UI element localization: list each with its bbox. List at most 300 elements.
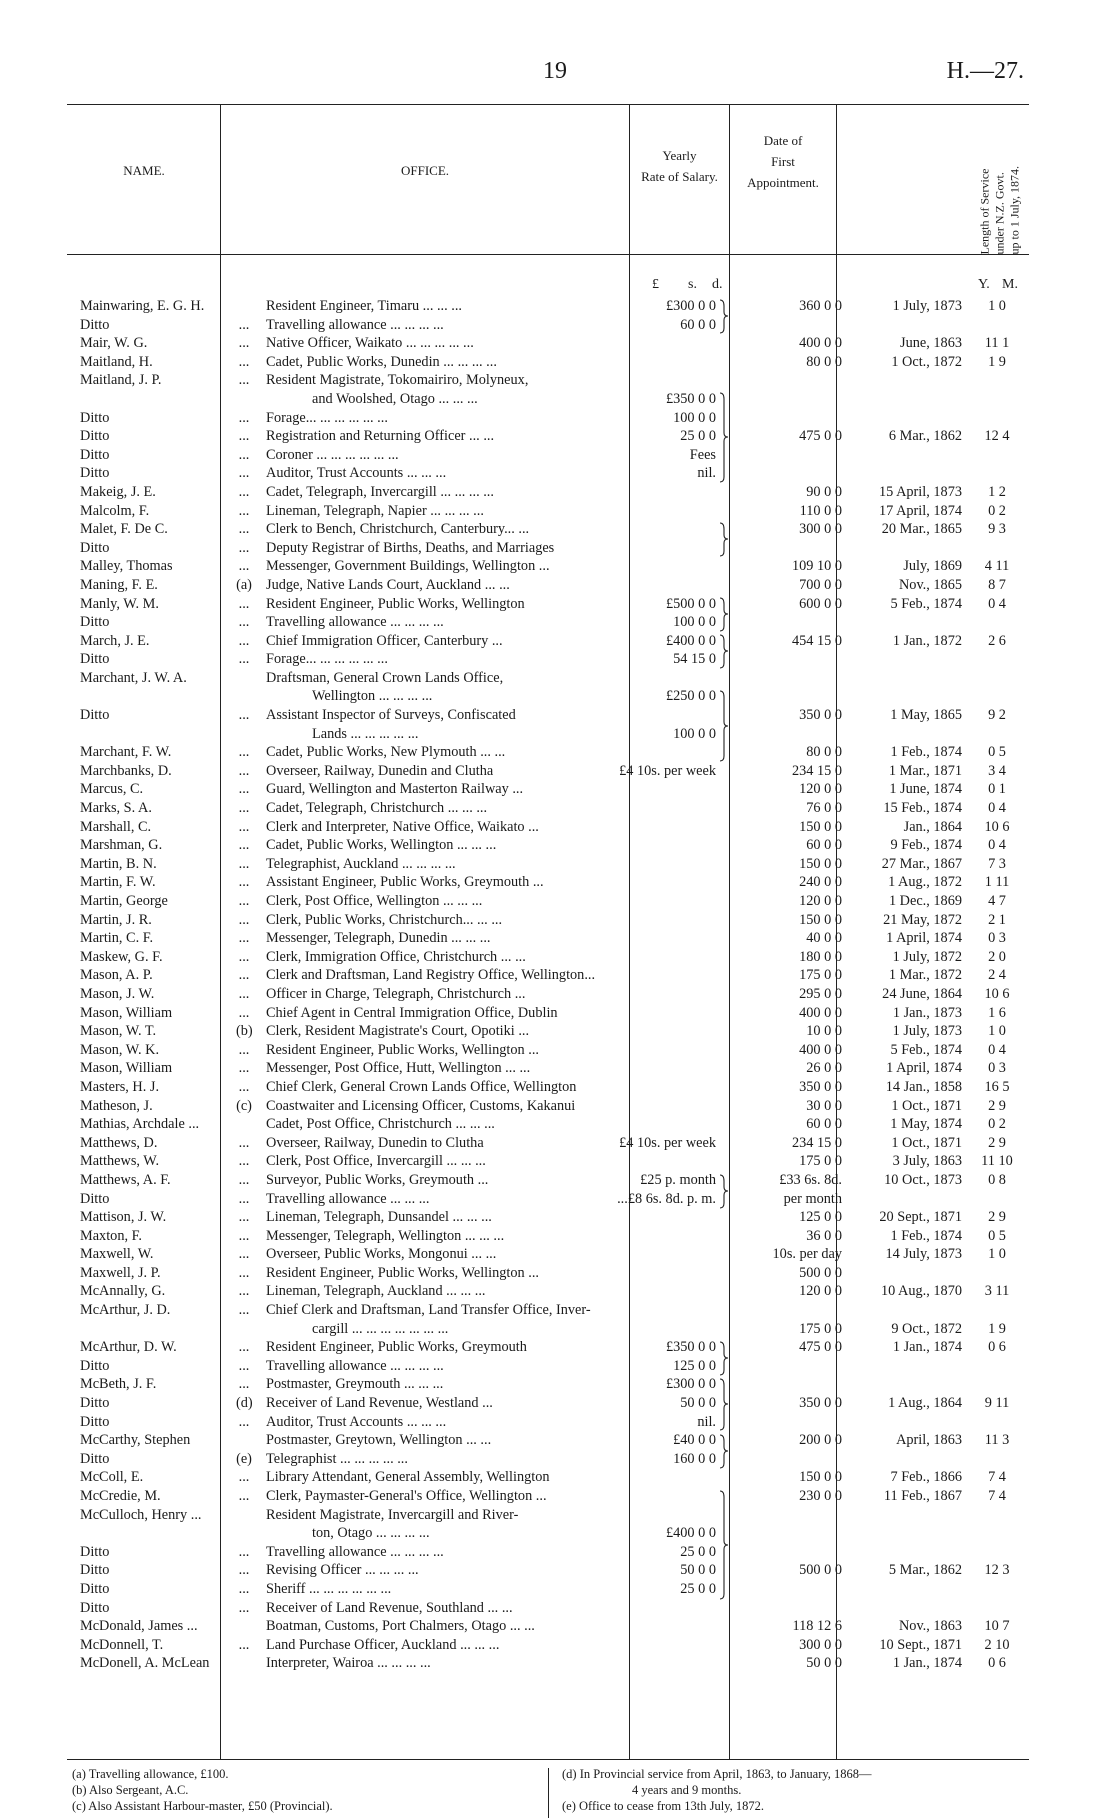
office-title: Assistant Inspector of Surveys, Confiscated: [266, 707, 516, 724]
office-title: Guard, Wellington and Masterton Railway ...: [266, 781, 524, 798]
employee-name: Mason, A. P.: [80, 967, 153, 984]
yearly-salary: 454 15 0: [791, 632, 842, 649]
office-amount: £40 0 0: [673, 1432, 716, 1449]
office-title: Travelling allowance ... ... ... ...: [266, 1357, 444, 1374]
table-row: [0, 892, 1114, 911]
office-title: Deputy Registrar of Births, Deaths, and Marriages: [266, 539, 555, 556]
office-title: Cadet, Public Works, Dunedin ... ... ... ...: [266, 353, 497, 370]
yearly-salary: 150 0 0: [799, 818, 842, 835]
leader-dots: ...: [238, 1357, 250, 1374]
footnote-marker: (c): [236, 1097, 252, 1114]
footnote-a: (a) Travelling allowance, £100.: [72, 1767, 229, 1781]
length-of-service: 2 9: [988, 1209, 1006, 1226]
appointment-date: 1 Mar., 1872: [888, 967, 962, 984]
office-title: Receiver of Land Revenue, Westland ...: [266, 1395, 493, 1412]
leader-dots: ...: [238, 651, 250, 668]
office-amount: 25 0 0: [680, 1580, 716, 1597]
office-title: Travelling allowance ... ... ... ...: [266, 1543, 444, 1560]
appointment-date: 1 Jan., 1874: [892, 1339, 962, 1356]
employee-name: Masters, H. J.: [80, 1078, 160, 1095]
office-title: Cadet, Public Works, Wellington ... ... ...: [266, 837, 497, 854]
yearly-salary: 295 0 0: [799, 985, 842, 1002]
office-title: Resident Magistrate, Tokomairiro, Molyneux,: [266, 372, 529, 389]
yearly-salary: 175 0 0: [799, 1320, 842, 1337]
table-row: [0, 557, 1114, 576]
leader-dots: ...: [238, 372, 250, 389]
table-row: [0, 1208, 1114, 1227]
length-of-service: 12 4: [984, 428, 1010, 445]
length-of-service: 1 11: [984, 874, 1010, 891]
appointment-date: 21 May, 1872: [883, 911, 962, 928]
employee-name: Ditto: [80, 614, 110, 631]
table-row: [0, 1468, 1114, 1487]
employee-name: Maxwell, J. P.: [80, 1264, 161, 1281]
yearly-salary: 475 0 0: [799, 428, 842, 445]
employee-name: Ditto: [80, 651, 110, 668]
length-of-service: 2 9: [988, 1134, 1006, 1151]
office-title: Chief Clerk and Draftsman, Land Transfer Office, Inver-: [266, 1302, 591, 1319]
footnote-b: (b) Also Sergeant, A.C.: [72, 1783, 189, 1797]
office-title: Chief Immigration Officer, Canterbury ...: [266, 632, 503, 649]
length-of-service: 0 8: [988, 1171, 1006, 1188]
leader-dots: ...: [238, 483, 250, 500]
length-of-service: 3 4: [988, 762, 1006, 779]
office-amount: 160 0 0: [673, 1450, 716, 1467]
employee-name: Mathias, Archdale ...: [80, 1116, 200, 1133]
footnote-marker: (e): [236, 1450, 252, 1467]
office-title: Interpreter, Wairoa ... ... ... ...: [266, 1655, 431, 1672]
employee-name: Marks, S. A.: [80, 800, 152, 817]
employee-name: Mason, William: [80, 1060, 173, 1077]
table-row: [0, 1190, 1114, 1209]
yearly-salary: 150 0 0: [799, 855, 842, 872]
office-title: Resident Magistrate, Invercargill and River-: [266, 1506, 519, 1523]
office-title: Revising Officer ... ... ... ...: [266, 1562, 419, 1579]
length-of-service: 2 10: [984, 1636, 1010, 1653]
yearly-salary: 400 0 0: [799, 335, 842, 352]
leader-dots: ...: [238, 948, 250, 965]
length-of-service: 1 0: [988, 298, 1006, 314]
office-title: Auditor, Trust Accounts ... ... ...: [266, 1413, 447, 1430]
leader-dots: ...: [238, 781, 250, 798]
length-of-service: 0 3: [988, 930, 1006, 947]
employee-name: Matheson, J.: [80, 1097, 153, 1114]
yearly-salary: 350 0 0: [799, 1395, 842, 1412]
employee-name: Martin, C. F.: [80, 930, 154, 947]
employee-name: Maitland, H.: [80, 353, 153, 370]
leader-dots: ...: [238, 409, 250, 426]
employee-name: McBeth, J. F.: [80, 1376, 157, 1393]
header-service: Length of Service under N.Z. Govt. up to 1 July, 1874.: [977, 165, 1022, 254]
appointment-date: 5 Mar., 1862: [888, 1562, 962, 1579]
table-row: [0, 1059, 1114, 1078]
unit-pounds: £: [652, 277, 659, 292]
leader-dots: ...: [238, 632, 250, 649]
leader-dots: ...: [238, 1246, 250, 1263]
yearly-salary: 350 0 0: [799, 1078, 842, 1095]
office-amount: 54 15 0: [673, 651, 716, 668]
table-row: [0, 762, 1114, 781]
table-row: [0, 1450, 1114, 1469]
length-of-service: 7 4: [988, 1469, 1006, 1486]
office-title: Judge, Native Lands Court, Auckland ... ...: [266, 576, 510, 593]
appointment-date: 24 June, 1864: [882, 985, 962, 1002]
leader-dots: ...: [238, 558, 250, 575]
office-title: Lands ... ... ... ... ...: [312, 725, 419, 742]
appointment-date: 1 Aug., 1864: [888, 1395, 962, 1412]
employee-name: Maxwell, W.: [80, 1246, 154, 1263]
office-title: Cadet, Telegraph, Invercargill ... ... ... ...: [266, 483, 494, 500]
table-row: [0, 1004, 1114, 1023]
appointment-date: 1 Jan., 1872: [892, 632, 962, 649]
leader-dots: ...: [238, 1209, 250, 1226]
appointment-date: 6 Mar., 1862: [888, 428, 962, 445]
table-row: [0, 316, 1114, 335]
footnote-marker: (b): [236, 1023, 253, 1040]
employee-name: Marchbanks, D.: [80, 762, 172, 779]
office-amount: 125 0 0: [673, 1357, 716, 1374]
office-title: Postmaster, Greytown, Wellington ... ...: [266, 1432, 492, 1449]
employee-name: Martin, J. R.: [80, 911, 152, 928]
office-title: Resident Engineer, Public Works, Greymouth: [266, 1339, 527, 1356]
office-title: Telegraphist ... ... ... ... ...: [266, 1450, 408, 1467]
appointment-date: 17 April, 1874: [878, 502, 962, 519]
office-amount: £350 0 0: [665, 390, 716, 407]
yearly-salary: 60 0 0: [806, 837, 842, 854]
office-amount: £4 10s. per week: [619, 1134, 716, 1151]
table-row: [0, 818, 1114, 837]
yearly-salary: 240 0 0: [799, 874, 842, 891]
employee-name: Ditto: [80, 1190, 110, 1207]
length-of-service: 7 4: [988, 1488, 1006, 1504]
office-amount: £500 0 0: [665, 595, 716, 612]
office-amount: 50 0 0: [680, 1562, 716, 1579]
footnote-divider: [548, 1768, 549, 1818]
yearly-salary: 475 0 0: [799, 1339, 842, 1356]
employee-name: Mason, J. W.: [80, 985, 155, 1002]
table-row: [0, 539, 1114, 558]
leader-dots: ...: [238, 1283, 250, 1300]
office-title: Clerk, Public Works, Christchurch... ... ...: [266, 911, 503, 928]
employee-name: Matthews, W.: [80, 1153, 160, 1170]
employee-name: McCarthy, Stephen: [80, 1432, 191, 1449]
yearly-salary: per month: [783, 1190, 842, 1207]
length-of-service: 0 5: [988, 1227, 1006, 1244]
yearly-salary: 360 0 0: [799, 298, 842, 314]
table-row: [0, 1394, 1114, 1413]
employee-name: Maning, F. E.: [80, 576, 158, 593]
table-top-rule: [67, 104, 1029, 105]
yearly-salary: 125 0 0: [799, 1209, 842, 1226]
leader-dots: ...: [238, 1543, 250, 1560]
employee-name: Maxton, F.: [80, 1227, 143, 1244]
office-title: Sheriff ... ... ... ... ... ...: [266, 1580, 392, 1597]
table-row: [0, 1078, 1114, 1097]
appointment-date: 15 April, 1873: [878, 483, 962, 500]
leader-dots: ...: [238, 446, 250, 463]
office-title: and Woolshed, Otago ... ... ...: [312, 390, 478, 407]
leader-dots: ...: [238, 1227, 250, 1244]
yearly-salary: 700 0 0: [799, 576, 842, 593]
office-amount: 100 0 0: [673, 409, 716, 426]
leader-dots: ...: [238, 335, 250, 352]
table-row: [0, 1561, 1114, 1580]
yearly-salary: £33 6s. 8d.: [779, 1171, 842, 1188]
leader-dots: ...: [238, 316, 250, 333]
appointment-date: 20 Sept., 1871: [879, 1209, 962, 1226]
table-row: [0, 632, 1114, 651]
table-row: [0, 1506, 1114, 1525]
table-row: [0, 1375, 1114, 1394]
office-title: Travelling allowance ... ... ... ...: [266, 316, 444, 333]
yearly-salary: 150 0 0: [799, 911, 842, 928]
table-body: [0, 297, 1114, 1673]
leader-dots: ...: [238, 762, 250, 779]
yearly-salary: 76 0 0: [806, 800, 842, 817]
employee-name: Marcus, C.: [80, 781, 144, 798]
leader-dots: ...: [238, 1636, 250, 1653]
length-of-service: 4 7: [988, 893, 1006, 909]
unit-shillings: s.: [688, 277, 697, 292]
leader-dots: ...: [238, 539, 250, 556]
leader-dots: ...: [238, 967, 250, 984]
table-row: [0, 446, 1114, 465]
office-title: Travelling allowance ... ... ...: [266, 1190, 430, 1207]
leader-dots: ...: [238, 837, 250, 854]
footnote-e: (e) Office to cease from 13th July, 1872.: [562, 1799, 765, 1813]
yearly-salary: 234 15 0: [791, 762, 842, 779]
office-amount: £300 0 0: [665, 298, 716, 314]
employee-name: McDonell, A. McLean: [80, 1655, 210, 1672]
length-of-service: 0 2: [988, 1116, 1006, 1133]
employee-name: Mair, W. G.: [80, 335, 148, 352]
length-of-service: 9 2: [988, 707, 1006, 724]
table-row: [0, 1580, 1114, 1599]
office-title: Clerk and Interpreter, Native Office, Waikato ...: [266, 818, 539, 835]
table-row: [0, 371, 1114, 390]
unit-pence: d.: [712, 277, 723, 292]
header-name: NAME.: [123, 163, 165, 178]
office-amount: £25 p. month: [640, 1171, 716, 1188]
table-row: [0, 483, 1114, 502]
yearly-salary: 10 0 0: [806, 1023, 842, 1040]
yearly-salary: 60 0 0: [806, 1116, 842, 1133]
table-row: [0, 966, 1114, 985]
table-row: [0, 948, 1114, 967]
leader-dots: ...: [238, 874, 250, 891]
length-of-service: 0 4: [988, 1041, 1006, 1058]
office-title: Forage... ... ... ... ... ...: [266, 409, 388, 426]
office-title: Clerk and Draftsman, Land Registry Office, Wellington...: [266, 967, 596, 984]
leader-dots: ...: [238, 1264, 250, 1281]
leader-dots: ...: [238, 707, 250, 724]
employee-name: Mainwaring, E. G. H.: [80, 298, 205, 314]
leader-dots: ...: [238, 985, 250, 1002]
yearly-salary: 400 0 0: [799, 1004, 842, 1021]
employee-name: Matthews, A. F.: [80, 1171, 171, 1188]
employee-name: Ditto: [80, 1599, 110, 1616]
table-row: [0, 1338, 1114, 1357]
length-of-service: 10 7: [984, 1618, 1010, 1635]
table-row: [0, 1134, 1114, 1153]
office-title: Messenger, Post Office, Hutt, Wellington ... ...: [266, 1060, 531, 1077]
footnote-c: (c) Also Assistant Harbour-master, £50 (Provincial).: [72, 1799, 333, 1813]
office-amount: £400 0 0: [665, 1525, 716, 1542]
office-amount: £400 0 0: [665, 632, 716, 649]
appointment-date: 9 Oct., 1872: [891, 1320, 962, 1337]
length-of-service: 1 9: [988, 1320, 1006, 1337]
appointment-date: 1 July, 1873: [892, 1023, 962, 1040]
yearly-salary: 30 0 0: [806, 1097, 842, 1114]
yearly-salary: 110 0 0: [799, 502, 842, 519]
appointment-date: 1 Feb., 1874: [890, 744, 962, 761]
employee-name: Mason, W. K.: [80, 1041, 160, 1058]
length-of-service: 9 11: [984, 1395, 1010, 1412]
appointment-date: 1 April, 1874: [886, 1060, 962, 1077]
appointment-date: 1 May, 1874: [890, 1116, 962, 1133]
yearly-salary: 50 0 0: [806, 1655, 842, 1672]
employee-name: Maitland, J. P.: [80, 372, 162, 389]
leader-dots: ...: [238, 1562, 250, 1579]
office-title: Receiver of Land Revenue, Southland ... ...: [266, 1599, 513, 1616]
employee-name: Mason, William: [80, 1004, 173, 1021]
leader-dots: ...: [238, 818, 250, 835]
appointment-date: 14 Jan., 1858: [885, 1078, 962, 1095]
appointment-date: July, 1869: [903, 558, 962, 575]
office-title: Wellington ... ... ... ...: [312, 688, 433, 705]
yearly-salary: 180 0 0: [799, 948, 842, 965]
employee-name: Martin, B. N.: [80, 855, 157, 872]
table-row: [0, 1115, 1114, 1134]
employee-name: Marshman, G.: [80, 837, 163, 854]
table-row: [0, 1617, 1114, 1636]
leader-dots: ...: [238, 428, 250, 445]
unit-months: M.: [1002, 277, 1018, 292]
office-amount: 100 0 0: [673, 725, 716, 742]
office-title: Library Attendant, General Assembly, Wellington: [266, 1469, 550, 1486]
appointment-date: Nov., 1863: [898, 1618, 962, 1635]
employee-name: Malley, Thomas: [80, 558, 173, 575]
employee-name: Marchant, F. W.: [80, 744, 172, 761]
leader-dots: ...: [238, 1302, 250, 1319]
office-title: Officer in Charge, Telegraph, Christchurch ...: [266, 985, 526, 1002]
office-title: Clerk to Bench, Christchurch, Canterbury... ...: [266, 521, 530, 538]
leader-dots: ...: [238, 1041, 250, 1058]
employee-name: Maskew, G. F.: [80, 948, 163, 965]
length-of-service: 2 1: [988, 911, 1006, 928]
table-row: [0, 985, 1114, 1004]
document-id: H.—27.: [946, 58, 1024, 84]
leader-dots: ...: [238, 1153, 250, 1170]
yearly-salary: 120 0 0: [799, 781, 842, 798]
table-row: [0, 799, 1114, 818]
appointment-date: 1 Oct., 1871: [891, 1134, 962, 1151]
footnote-marker: (d): [236, 1395, 253, 1412]
table-row: [0, 855, 1114, 874]
leader-dots: ...: [238, 855, 250, 872]
office-amount: 60 0 0: [680, 316, 716, 333]
table-row: [0, 1097, 1114, 1116]
appointment-date: 3 July, 1863: [892, 1153, 962, 1170]
table-row: [0, 725, 1114, 744]
table-row: [0, 1413, 1114, 1432]
length-of-service: 3 11: [984, 1283, 1010, 1300]
employee-name: Malet, F. De C.: [80, 521, 168, 538]
length-of-service: 1 9: [988, 353, 1006, 370]
yearly-salary: 26 0 0: [806, 1060, 842, 1077]
employee-name: McArthur, J. D.: [80, 1302, 171, 1319]
table-row: [0, 427, 1114, 446]
table-row: [0, 1636, 1114, 1655]
yearly-salary: 234 15 0: [791, 1134, 842, 1151]
employee-name: Marshall, C.: [80, 818, 152, 835]
length-of-service: 0 3: [988, 1060, 1006, 1077]
appointment-date: 10 Oct., 1873: [884, 1171, 962, 1188]
length-of-service: 7 3: [988, 855, 1006, 872]
yearly-salary: 90 0 0: [806, 483, 842, 500]
table-row: [0, 1599, 1114, 1618]
office-title: ton, Otago ... ... ... ...: [312, 1525, 430, 1542]
length-of-service: 0 6: [988, 1339, 1006, 1356]
leader-dots: ...: [238, 1190, 250, 1207]
employee-name: Ditto: [80, 1580, 110, 1597]
length-of-service: 2 0: [988, 948, 1006, 965]
appointment-date: 1 Aug., 1872: [888, 874, 962, 891]
office-title: Native Officer, Waikato ... ... ... ... ...: [266, 335, 474, 352]
employee-name: Ditto: [80, 316, 110, 333]
leader-dots: ...: [238, 1078, 250, 1095]
appointment-date: 27 Mar., 1867: [881, 855, 962, 872]
length-of-service: 0 1: [988, 781, 1006, 798]
appointment-date: Jan., 1864: [903, 818, 962, 835]
table-row: [0, 1152, 1114, 1171]
leader-dots: ...: [238, 1580, 250, 1597]
employee-name: Ditto: [80, 1357, 110, 1374]
employee-name: Makeig, J. E.: [80, 483, 156, 500]
employee-name: Malcolm, F.: [80, 502, 150, 519]
appointment-date: 1 Oct., 1871: [891, 1097, 962, 1114]
length-of-service: 0 4: [988, 837, 1006, 854]
office-title: Clerk, Post Office, Invercargill ... ... ...: [266, 1153, 486, 1170]
yearly-salary: 175 0 0: [799, 1153, 842, 1170]
table-row: [0, 1022, 1114, 1041]
table-row: [0, 1301, 1114, 1320]
leader-dots: ...: [238, 800, 250, 817]
yearly-salary: 600 0 0: [799, 595, 842, 612]
appointment-date: 9 Feb., 1874: [890, 837, 962, 854]
header-bottom-rule: [67, 254, 1029, 255]
employee-name: March, J. E.: [80, 632, 150, 649]
length-of-service: 10 6: [984, 818, 1010, 835]
footnote-marker: (a): [236, 576, 252, 593]
office-title: Lineman, Telegraph, Dunsandel ... ... ...: [266, 1209, 492, 1226]
table-row: [0, 1264, 1114, 1283]
appointment-date: 1 May, 1865: [890, 707, 962, 724]
table-row: [0, 390, 1114, 409]
office-title: Postmaster, Greymouth ... ... ...: [266, 1376, 444, 1393]
office-amount: Fees: [689, 446, 716, 463]
table-row: [0, 1320, 1114, 1339]
yearly-salary: 175 0 0: [799, 967, 842, 984]
table-row: [0, 613, 1114, 632]
employee-name: McDonnell, T.: [80, 1636, 164, 1653]
appointment-date: 10 Aug., 1870: [880, 1283, 962, 1300]
length-of-service: 4 11: [984, 558, 1010, 575]
leader-dots: ...: [238, 744, 250, 761]
table-row: [0, 297, 1114, 316]
footnote-d-continued: 4 years and 9 months.: [632, 1783, 742, 1797]
table-row: [0, 1654, 1114, 1673]
